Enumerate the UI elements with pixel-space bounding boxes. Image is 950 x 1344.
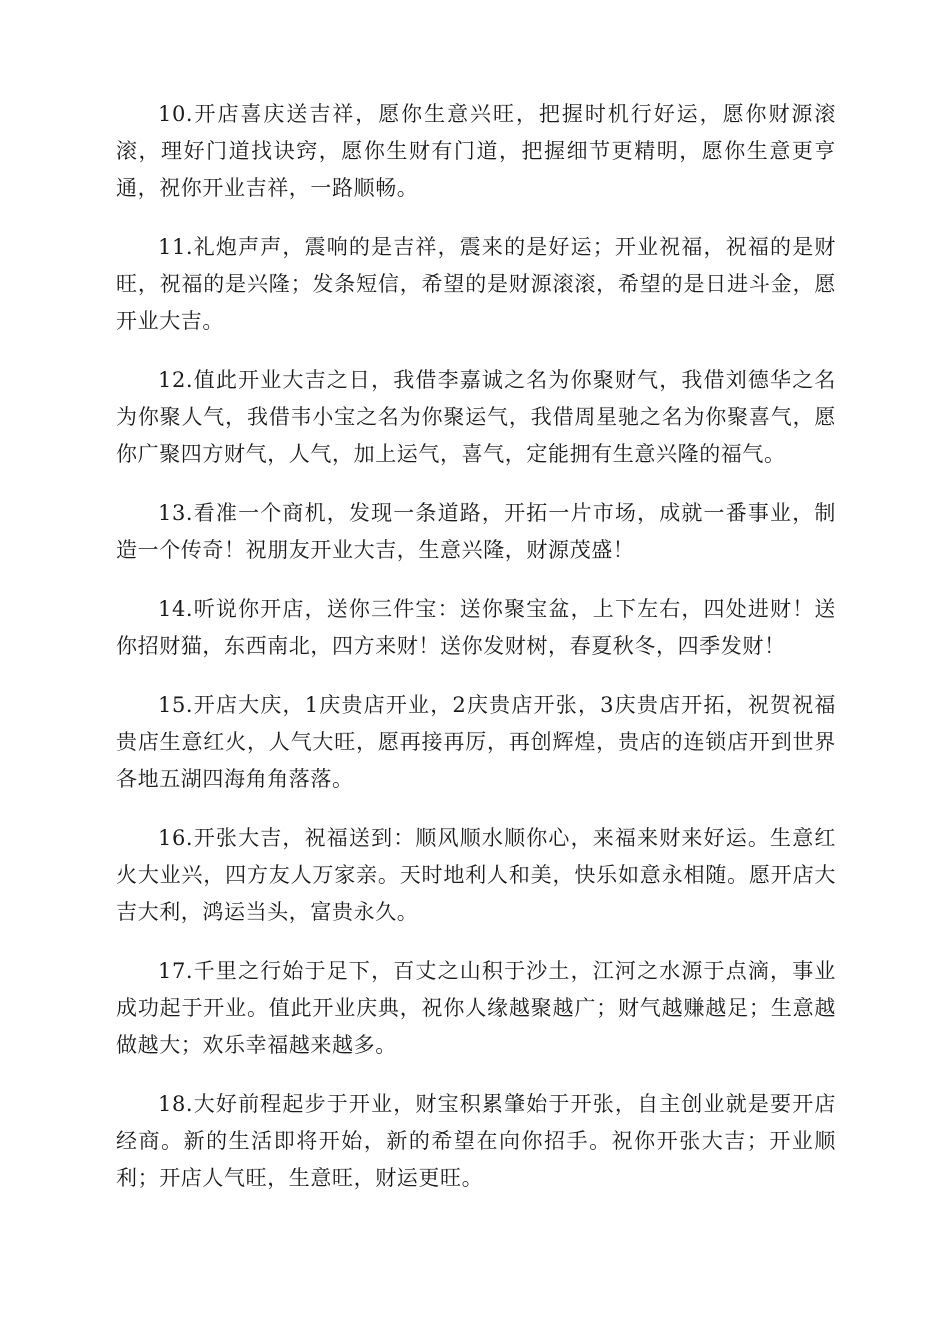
paragraph-12: 12.值此开业大吉之日，我借李嘉诚之名为你聚财气，我借刘德华之名为你聚人气，我借韦小宝之名为你聚运气，我借周星驰之名为你聚喜气，愿你广聚四方财气，人气，加上运气，喜气，定能拥有生意兴隆的福气。 <box>116 368 836 466</box>
paragraph-15: 15.开店大庆，1庆贵店开业，2庆贵店开张，3庆贵店开拓，祝贺祝福贵店生意红火，人气大旺，愿再接再厉，再创辉煌，贵店的连锁店开到世界各地五湖四海角角落落。 <box>116 693 836 791</box>
document-page <box>116 96 836 1219</box>
paragraph-11: 11.礼炮声声，震响的是吉祥，震来的是好运；开业祝福，祝福的是财旺，祝福的是兴隆；发条短信，希望的是财源滚滚，希望的是日进斗金，愿开业大吉。 <box>116 235 836 333</box>
paragraph-10: 10.开店喜庆送吉祥，愿你生意兴旺，把握时机行好运，愿你财源滚滚，理好门道找诀窍，愿你生财有门道，把握细节更精明，愿你生意更亨通，祝你开业吉祥，一路顺畅。 <box>116 102 836 200</box>
paragraph-14: 14.听说你开店，送你三件宝：送你聚宝盆，上下左右，四处进财！送你招财猫，东西南北，四方来财！送你发财树，春夏秋冬，四季发财！ <box>116 597 836 658</box>
paragraph-17: 17.千里之行始于足下，百丈之山积于沙土，江河之水源于点滴，事业成功起于开业。值此开业庆典，祝你人缘越聚越广；财气越赚越足；生意越做越大；欢乐幸福越来越多。 <box>116 959 836 1057</box>
paragraph-13: 13.看准一个商机，发现一条道路，开拓一片市场，成就一番事业，制造一个传奇！祝朋友开业大吉，生意兴隆，财源茂盛！ <box>116 501 836 562</box>
paragraph-16: 16.开张大吉，祝福送到：顺风顺水顺你心，来福来财来好运。生意红火大业兴，四方友人万家亲。天时地利人和美，快乐如意永相随。愿开店大吉大利，鸿运当头，富贵永久。 <box>116 826 836 924</box>
paragraph-18: 18.大好前程起步于开业，财宝积累肇始于开张，自主创业就是要开店经商。新的生活即将开始，新的希望在向你招手。祝你开张大吉；开业顺利；开店人气旺，生意旺，财运更旺。 <box>116 1092 836 1190</box>
